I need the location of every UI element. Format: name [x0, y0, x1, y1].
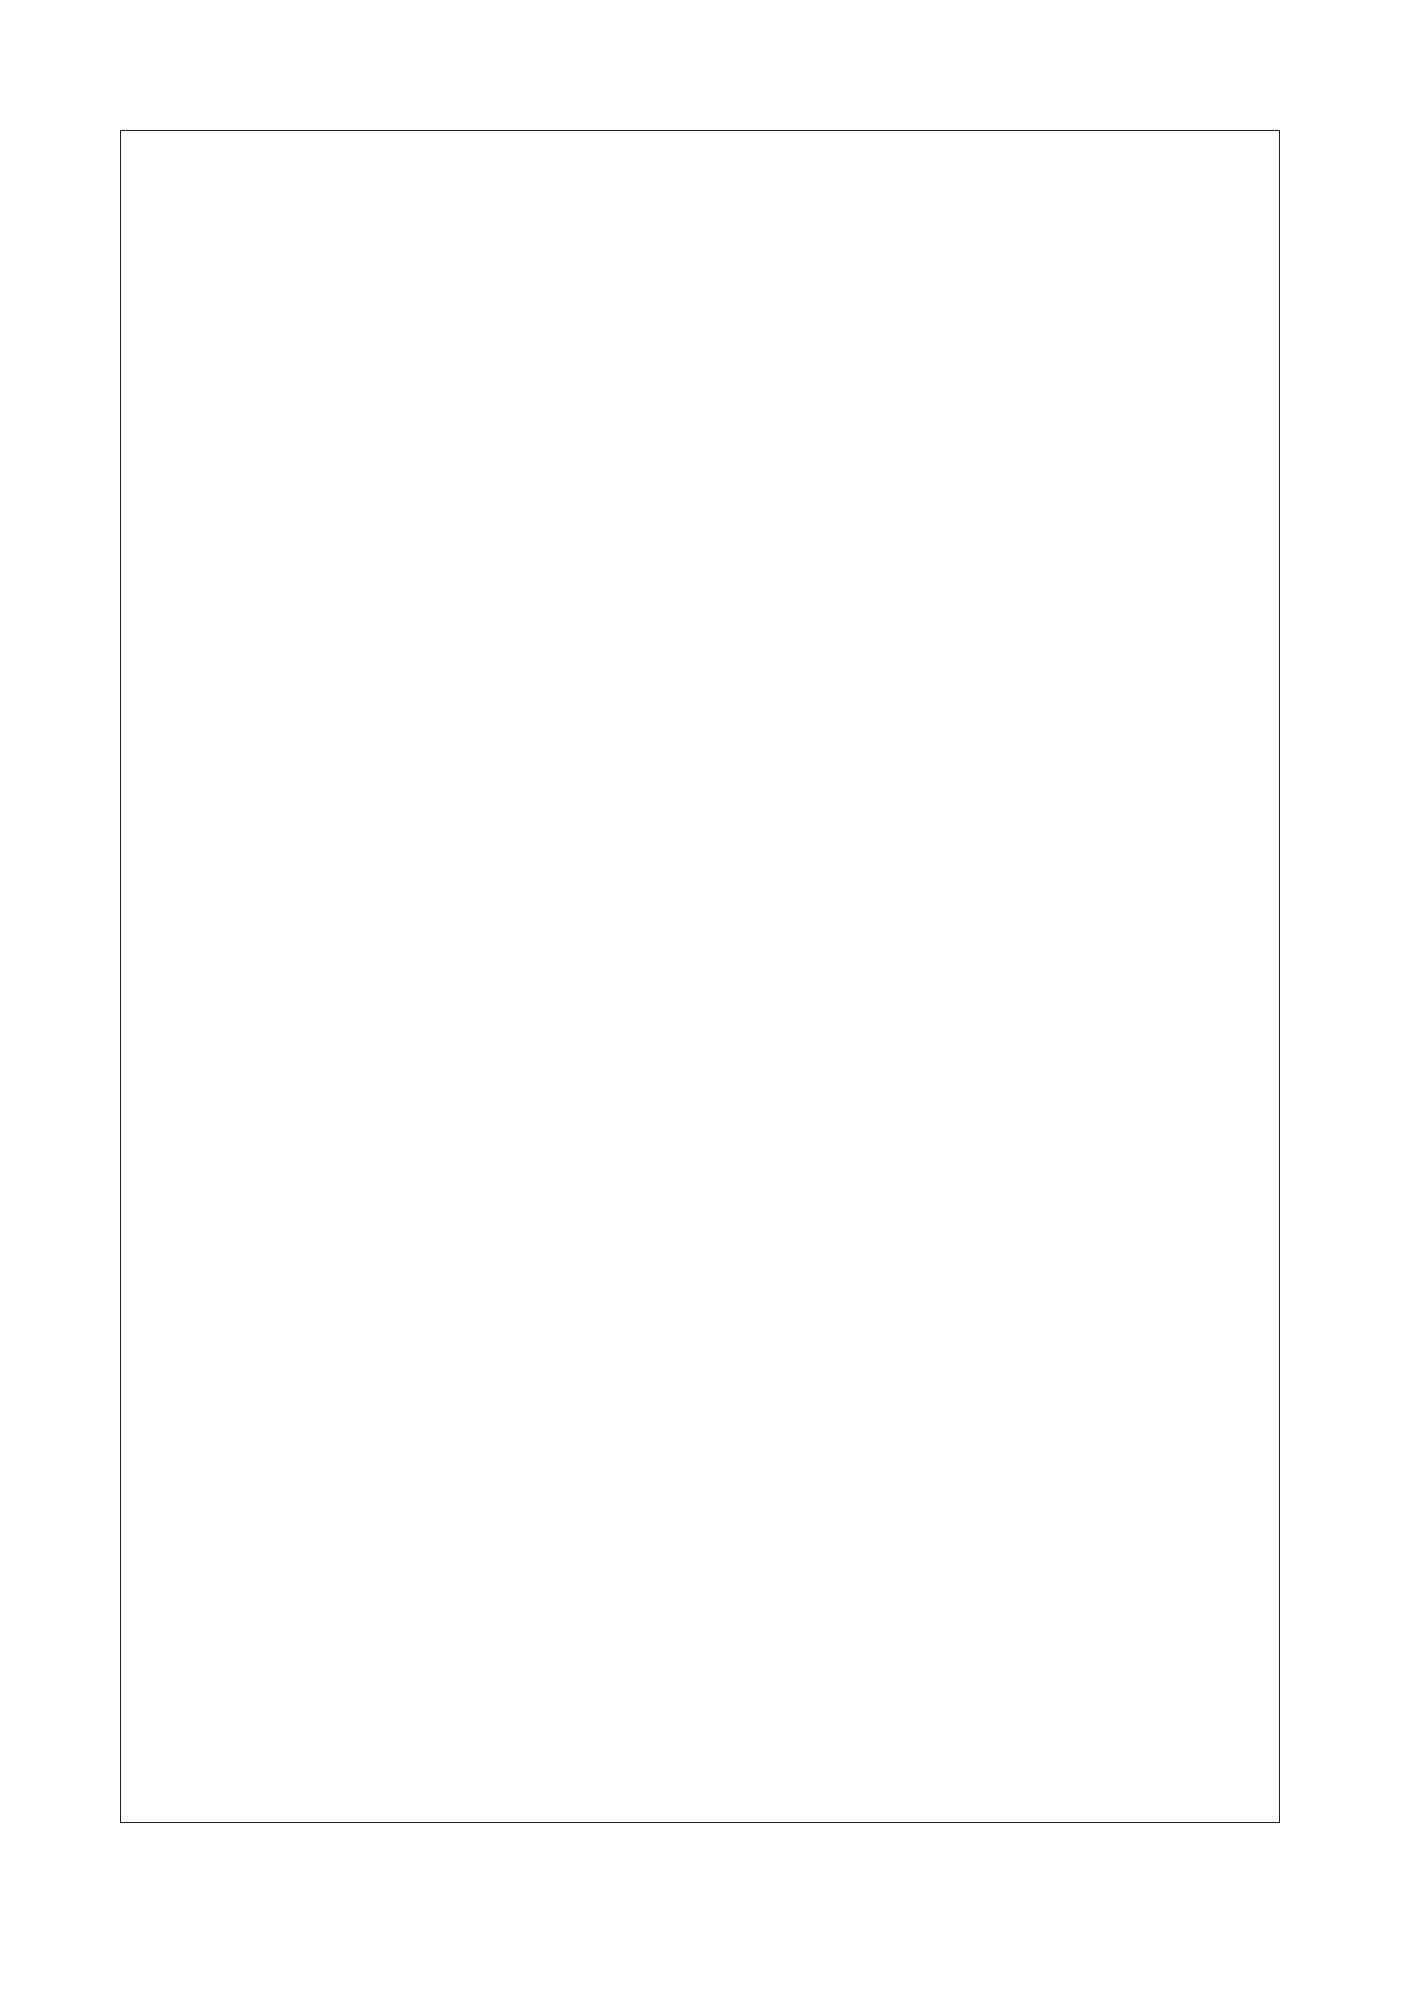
price-table: [120, 130, 1280, 1823]
